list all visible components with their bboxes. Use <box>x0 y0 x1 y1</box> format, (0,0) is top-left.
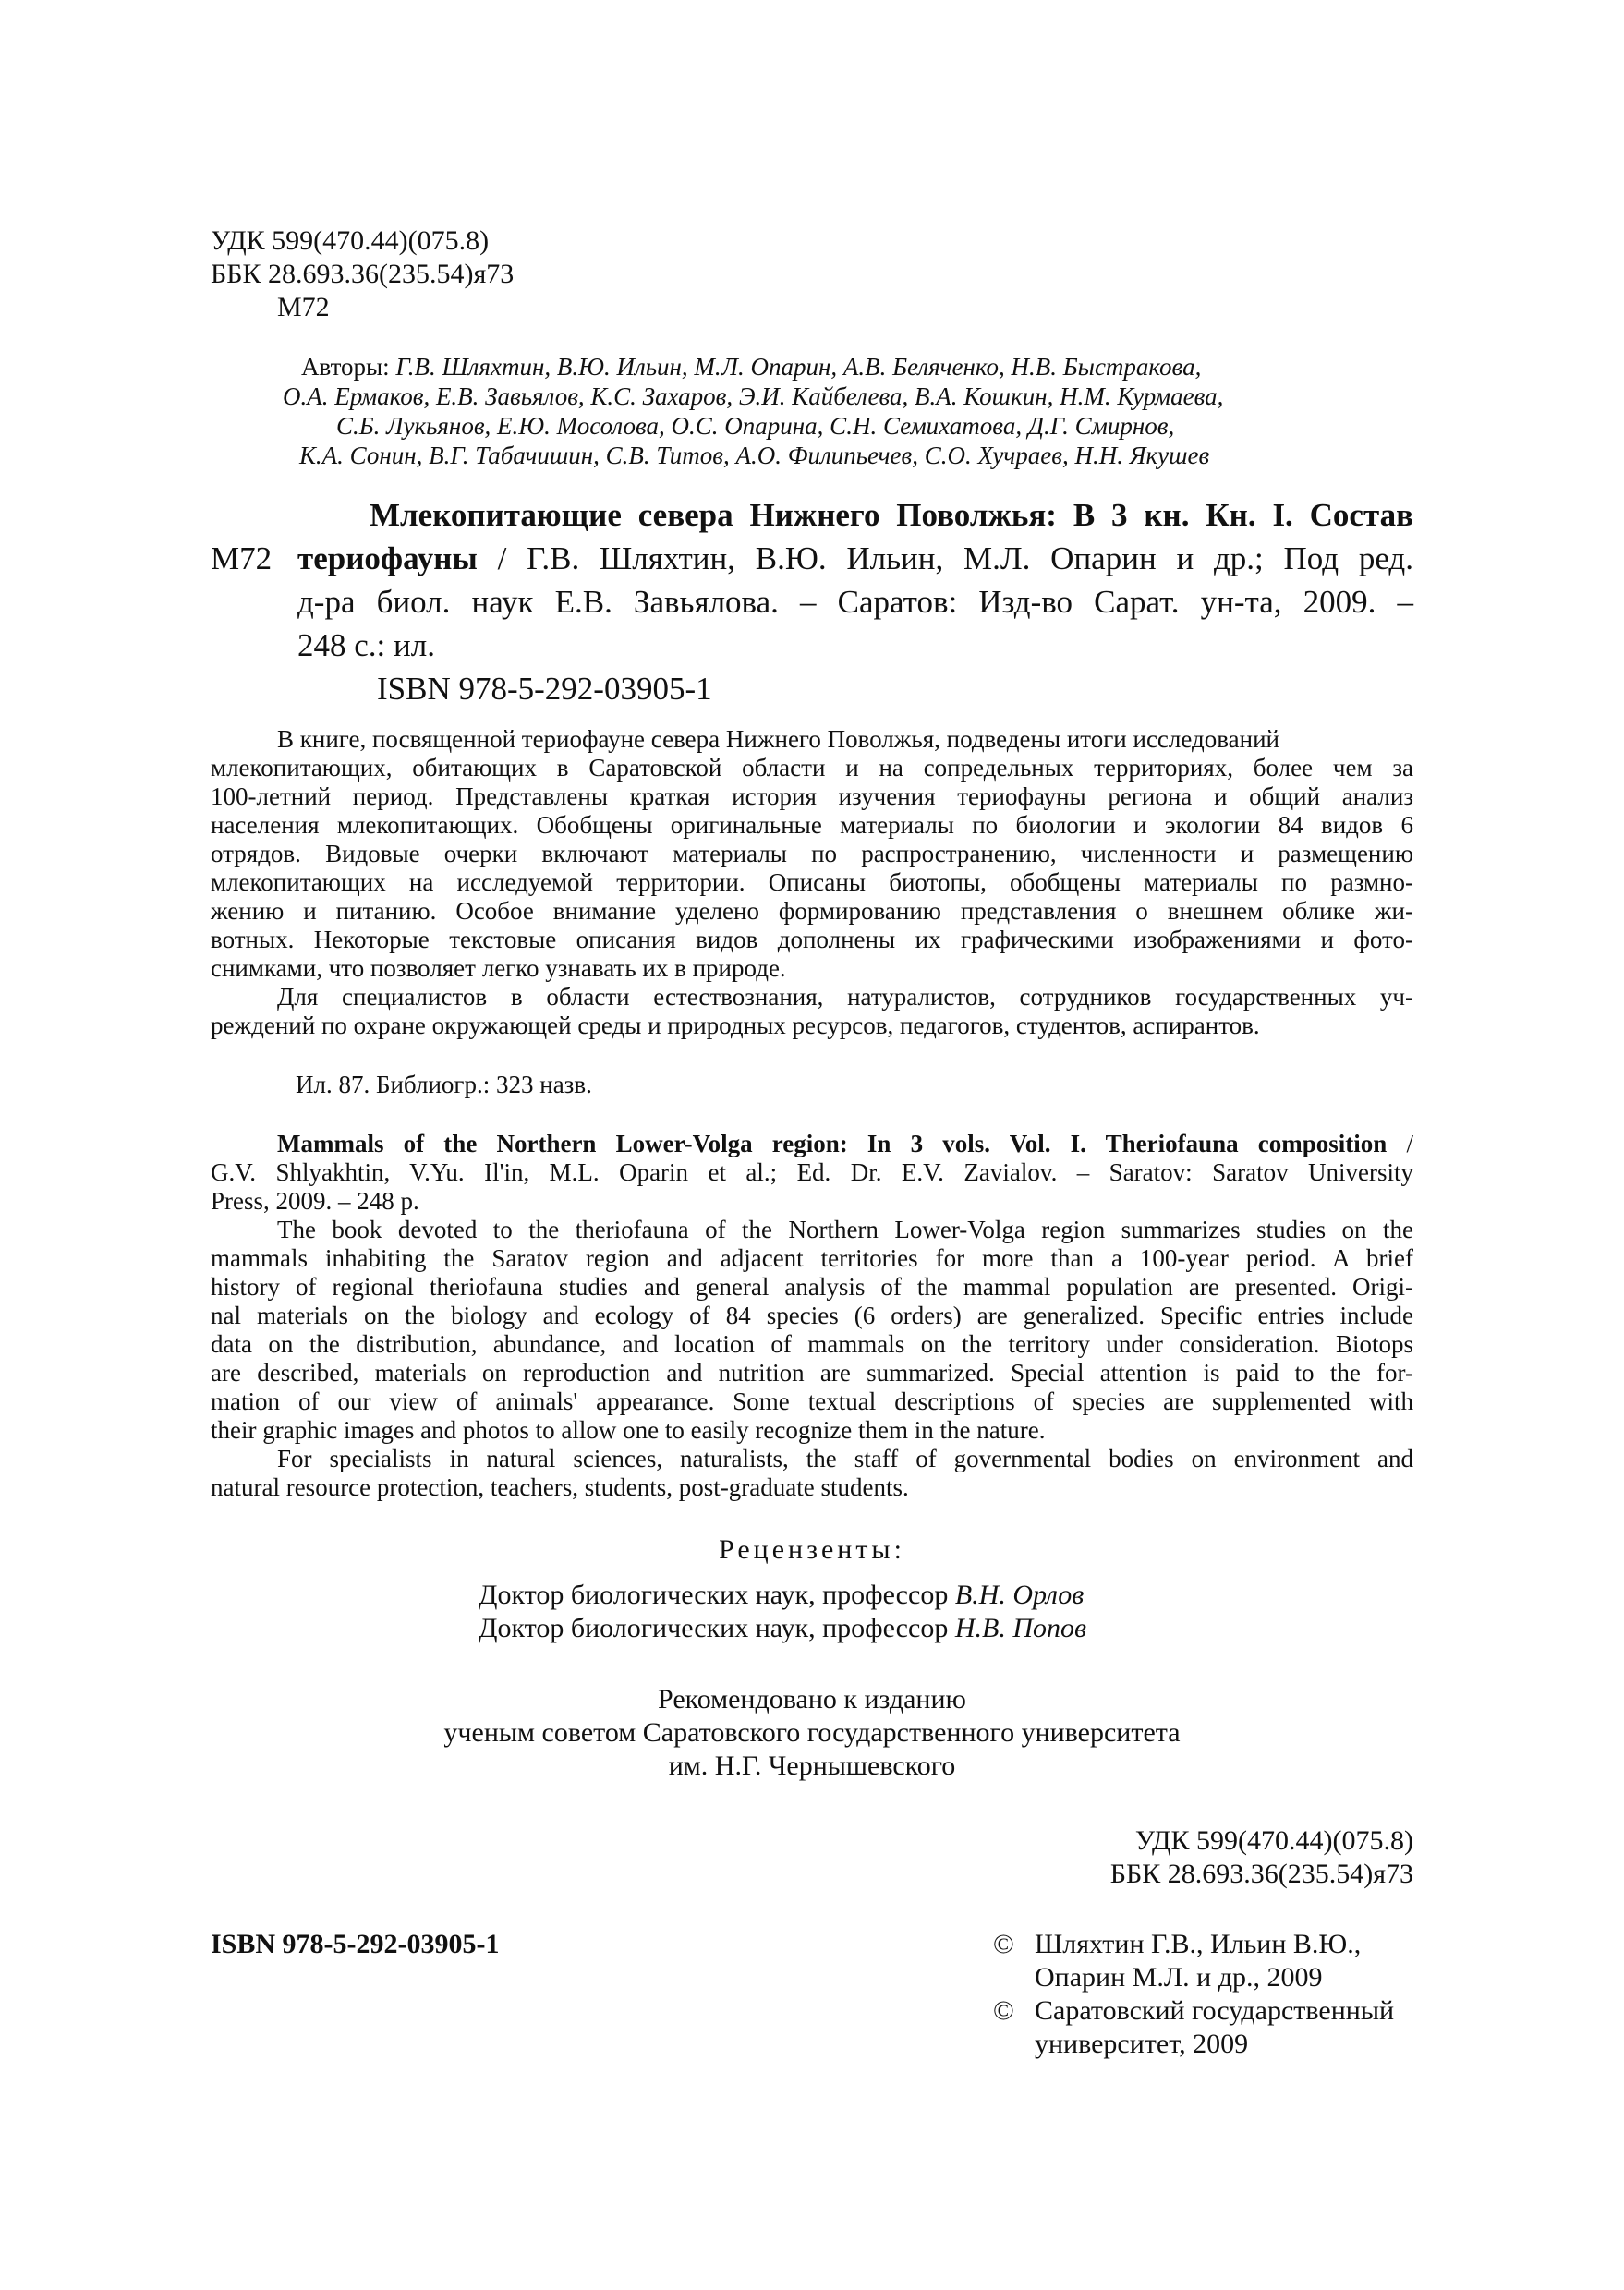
abstract-en-line: data on the distribution, abundance, and location of mammals on the territory under consideration. Biotops <box>211 1330 1413 1358</box>
abstract-ru-line: млекопитающих на исследуемой территории. Описаны биотопы, обобщены материалы по размно- <box>211 868 1413 896</box>
bib-title-line-1: Млекопитающие севера Нижнего Поволжья: В 3 кн. Кн. I. Состав <box>370 497 1413 533</box>
abstract-ru-line: В книге, посвященной териофауне севера Нижнего Поволжья, подведены итоги исследований <box>277 725 1279 753</box>
reviewer-2 <box>479 1612 1086 1645</box>
illustrations-note: Ил. 87. Библиогр.: 323 назв. <box>296 1071 592 1098</box>
footer-udk: УДК 599(470.44)(075.8) <box>1134 1825 1413 1856</box>
abstract-en-line: are described, materials on reproduction and nutrition are summarized. Special attention is paid to the for- <box>211 1359 1413 1387</box>
copyright-1-line-1: Шляхтин Г.В., Ильин В.Ю., <box>1035 1929 1362 1959</box>
footer-isbn: ISBN 978-5-292-03905-1 <box>211 1929 500 1959</box>
abstract-ru-line: вотных. Некоторые текстовые описания видов дополнены их графическими изображениями и фото- <box>211 926 1413 953</box>
recommendation-line: ученым советом Саратовского государственного университета <box>443 1717 1181 1748</box>
abstract-en-line: The book devoted to the theriofauna of the Northern Lower-Volga region summarizes studies on the <box>277 1216 1413 1243</box>
english-title-slash: / <box>1387 1130 1413 1157</box>
abstract-en-line: history of regional theriofauna studies and general analysis of the mammal population are presented. Origi- <box>211 1273 1413 1301</box>
author-mark: М72 <box>277 292 330 322</box>
reviewer-name: Н.В. Попов <box>954 1613 1087 1643</box>
abstract-en-line: mammals inhabiting the Saratov region and adjacent territories for more than a 100-year period. A brief <box>211 1244 1413 1272</box>
bib-title-line-2 <box>297 540 1413 577</box>
abstract-ru-line: млекопитающих, обитающих в Саратовской области и на сопредельных территориях, более чем за <box>211 754 1413 782</box>
bib-line-4: 248 с.: ил. <box>297 627 435 663</box>
authors-line-4: К.А. Сонин, В.Г. Табачишин, С.В. Титов, А.О. Филипьечев, С.О. Хучраев, Н.Н. Якушев <box>299 442 1210 469</box>
reviewer-title: Доктор биологических наук, профессор <box>479 1613 955 1643</box>
abstract-ru-line: снимками, что позволяет легко узнавать их в природе. <box>211 954 786 982</box>
english-title-line <box>277 1129 1413 1158</box>
reviewer-name: В.Н. Орлов <box>954 1580 1085 1610</box>
abstract-en-line: nal materials on the biology and ecology of 84 species (6 orders) are generalized. Specific entries include <box>211 1302 1413 1329</box>
copyright-1-line-2: Опарин М.Л. и др., 2009 <box>1035 1962 1323 1993</box>
authors-names-1: Г.В. Шляхтин, В.Ю. Ильин, М.Л. Опарин, А.В. Беляченко, Н.В. Быстракова, <box>395 353 1202 381</box>
authors-line-2: О.А. Ермаков, Е.В. Завьялов, К.С. Захаров, Э.И. Кайбелева, В.А. Кошкин, Н.М. Курмаева, <box>283 382 1224 410</box>
abstract-ru-line: 100-летний период. Представлены краткая история изучения териофауны региона и общий анализ <box>211 782 1413 810</box>
recommendation-line: им. Н.Г. Чернышевского <box>668 1751 956 1781</box>
bbk-code: ББК 28.693.36(235.54)я73 <box>211 259 515 289</box>
authors-line-1 <box>301 352 1201 382</box>
udk-code: УДК 599(470.44)(075.8) <box>211 225 490 256</box>
abstract-ru-line: отрядов. Видовые очерки включают материалы по распространению, численности и размещению <box>211 840 1413 867</box>
authors-line-3: С.Б. Лукьянов, Е.Ю. Мосолова, О.С. Опарина, С.Н. Семихатова, Д.Г. Смирнов, <box>336 412 1175 440</box>
audience-en-line: natural resource protection, teachers, students, post-graduate students. <box>211 1473 909 1501</box>
copyright-2-line-1: Саратовский государственный <box>1035 1995 1395 2026</box>
english-publisher-line: Press, 2009. – 248 p. <box>211 1187 419 1215</box>
reviewer-1 <box>479 1579 1084 1612</box>
abstract-en-line: mation of our view of animals' appearance. Some textual descriptions of species are supplemented with <box>211 1387 1413 1415</box>
abstract-ru-line: населения млекопитающих. Обобщены оригинальные материалы по биологии и экологии 84 видов 6 <box>211 811 1413 839</box>
copyright-symbol: © <box>993 1929 1014 1959</box>
english-title: Mammals of the Northern Lower-Volga region: In 3 vols. Vol. I. Theriofauna composition <box>277 1130 1388 1157</box>
copyright-2-line-2: университет, 2009 <box>1035 2029 1249 2059</box>
bib-title-bold: териофауны <box>297 540 478 576</box>
bib-line-3: д-ра биол. наук Е.В. Завьялова. – Саратов: Изд-во Сарат. ун-та, 2009. – <box>297 584 1413 620</box>
english-authors-line: G.V. Shlyakhtin, V.Yu. Il'in, M.L. Oparin et al.; Ed. Dr. E.V. Zavialov. – Saratov: Saratov University <box>211 1158 1413 1186</box>
copyright-symbol: © <box>993 1995 1014 2026</box>
bib-mark: М72 <box>211 540 273 576</box>
reviewers-heading: Рецензенты: <box>719 1534 905 1565</box>
reviewer-title: Доктор биологических наук, профессор <box>479 1580 955 1610</box>
footer-bbk: ББК 28.693.36(235.54)я73 <box>1109 1859 1413 1889</box>
bib-isbn: ISBN 978-5-292-03905-1 <box>377 671 712 707</box>
recommendation-line: Рекомендовано к изданию <box>658 1684 966 1714</box>
bib-authors: / Г.В. Шляхтин, В.Ю. Ильин, М.Л. Опарин и др.; Под ред. <box>477 540 1413 576</box>
audience-ru-line: реждений по охране окружающей среды и природных ресурсов, педагогов, студентов, аспирантов. <box>211 1012 1260 1039</box>
audience-en-line: For specialists in natural sciences, naturalists, the staff of governmental bodies on environment and <box>277 1445 1413 1472</box>
authors-label: Авторы: <box>301 353 390 381</box>
abstract-ru-line: жению и питанию. Особое внимание уделено формированию представления о внешнем облике жи- <box>211 897 1413 925</box>
abstract-en-line: their graphic images and photos to allow one to easily recognize them in the nature. <box>211 1416 1046 1444</box>
audience-ru-line: Для специалистов в области естествознания, натуралистов, сотрудников государственных уч- <box>277 983 1413 1011</box>
